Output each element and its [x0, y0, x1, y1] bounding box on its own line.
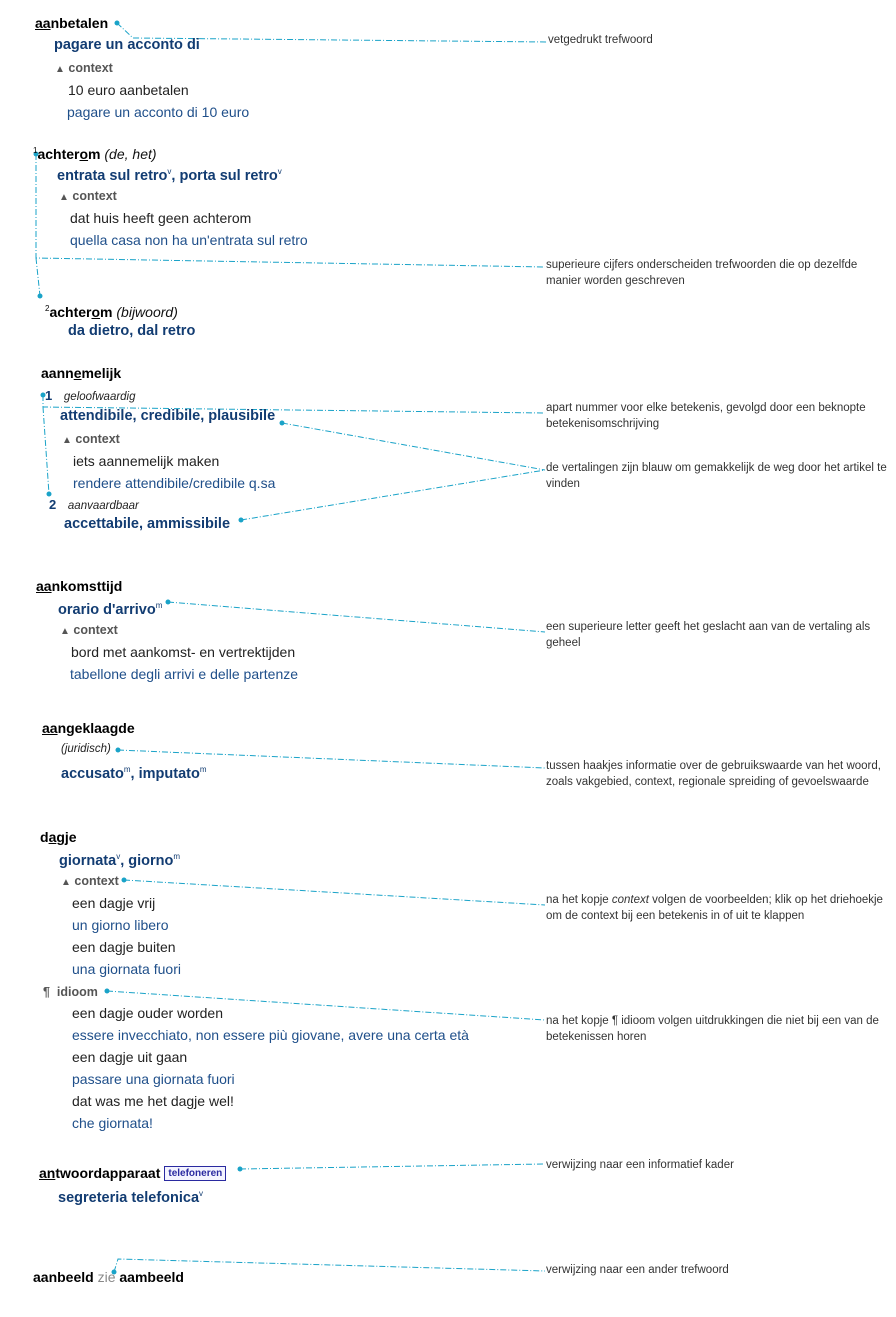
example-translation: tabellone degli arrivi e delle partenze [70, 666, 299, 682]
note-context: na het kopje context volgen de voorbeelden; klik op het driehoekje om de context bij een betekenis in of uit te klappen [546, 894, 883, 922]
note-sense-number: apart nummer voor elke betekenis, gevolgd door een beknopte betekenisomschrijving [546, 402, 866, 430]
translation-sense-2: accettabile, ammissibile [64, 516, 231, 532]
headword-aankomsttijd: aankomsttijd [36, 578, 123, 594]
triangle-up-icon[interactable]: ▲ [60, 626, 70, 637]
note-idiom: na het kopje ¶ idioom volgen uitdrukkingen die niet bij een van de betekenissen horen [546, 1015, 879, 1043]
idiom-header: ¶ idioom [43, 985, 98, 999]
example: 10 euro aanbetalen [68, 82, 189, 98]
usage-label: (juridisch) [61, 743, 111, 755]
context-toggle[interactable]: ▲ context [62, 432, 120, 446]
headword-achterom-2: $^2$achterom (bijwoord) [45, 304, 178, 320]
leader-line-translation-2 [241, 470, 545, 520]
idiom: een dagje uit gaan [72, 1049, 188, 1065]
homograph-number: 1 [33, 146, 38, 155]
note-crossref: verwijzing naar een ander trefwoord [546, 1264, 729, 1276]
idiom-translation: passare una giornata fuori [72, 1071, 235, 1087]
idiom: een dagje ouder worden [72, 1005, 224, 1021]
translation-sense-1: attendibile, credibile, plausibile [60, 408, 276, 424]
context-toggle[interactable]: ▲ context [61, 874, 119, 888]
example-translation: rendere attendibile/credibile q.sa [73, 475, 276, 491]
headword-aangeklaagde: aangeklaagde [42, 720, 135, 736]
example-translation: un giorno libero [72, 917, 169, 933]
leader-line-sense-number-2 [43, 407, 49, 494]
idiom: dat was me het dagje wel! [72, 1093, 234, 1109]
context-toggle[interactable]: ▲ context [59, 189, 117, 203]
headword-aanbetalen: aanbetalen [35, 15, 109, 31]
note-info-box: verwijzing naar een informatief kader [546, 1159, 734, 1171]
translation-dagje: giornata$^v$, giorno$^m$ [59, 852, 181, 869]
translation-achterom-2: da dietro, dal retro [68, 323, 196, 339]
leader-line-translation-1 [282, 423, 545, 470]
info-box-link[interactable]: telefoneren [164, 1166, 226, 1181]
translation-aangeklaagde: accusato$^m$, imputato$^m$ [61, 765, 207, 782]
leader-line-superscript-2 [36, 258, 40, 296]
example: bord met aankomst- en vertrektijden [71, 644, 296, 660]
leader-line-badge [240, 1164, 545, 1169]
see-label: zie [97, 1269, 116, 1285]
note-usage: tussen haakjes informatie over de gebruikswaarde van het woord, zoals vakgebied, context, regionale spreiding of gevoelswaarde [546, 760, 881, 788]
headword-antwoordapparaat: antwoordapparaat telefoneren [39, 1165, 226, 1182]
example: dat huis heeft geen achterom [70, 210, 252, 226]
note-translation-color: de vertalingen zijn blauw om gemakkelijk de weg door het artikel te vinden [546, 462, 887, 490]
idiom-translation: che giornata! [72, 1115, 153, 1131]
example: een dagje vrij [72, 895, 156, 911]
sense-gloss: geloofwaardig [63, 391, 136, 403]
translation-aankomsttijd: orario d'arrivo$^m$ [58, 601, 163, 618]
context-toggle[interactable]: ▲ context [60, 623, 118, 637]
sense-2: 2 aanvaardbaar [49, 497, 139, 512]
note-gender: een superieure letter geeft het geslacht aan van de vertaling als geheel [546, 621, 871, 649]
triangle-up-icon[interactable]: ▲ [55, 64, 65, 75]
pilcrow-icon: ¶ [43, 985, 50, 999]
sense-gloss: aanvaardbaar [67, 500, 139, 512]
homograph-number: 2 [45, 304, 50, 313]
triangle-up-icon[interactable]: ▲ [62, 435, 72, 446]
part-of-speech: (de, het) [104, 146, 157, 162]
headword-aanbeeld: aanbeeld zie aambeeld [33, 1269, 184, 1285]
example-translation: quella casa non ha un'entrata sul retro [70, 232, 308, 248]
note-superscript: superieure cijfers onderscheiden trefwoorden die op dezelfde manier worden geschreven [546, 259, 858, 287]
triangle-up-icon[interactable]: ▲ [59, 192, 69, 203]
sense-1: 1 geloofwaardig [45, 388, 136, 403]
translation-aanbetalen: pagare un acconto di [54, 37, 200, 53]
note-headword: vetgedrukt trefwoord [548, 34, 653, 46]
triangle-up-icon[interactable]: ▲ [61, 877, 71, 888]
leader-line-gender [168, 602, 545, 632]
headword-dagje: dagje [40, 829, 77, 845]
idiom-translation: essere invecchiato, non essere più giovane, avere una certa età [72, 1027, 469, 1043]
context-toggle[interactable]: ▲ context [55, 61, 113, 75]
example: iets aannemelijk maken [73, 453, 220, 469]
example-translation: una giornata fuori [72, 961, 181, 977]
part-of-speech: (bijwoord) [116, 304, 178, 320]
crossref-link[interactable]: aambeeld [119, 1269, 184, 1285]
headword-achterom-1: $^1$achterom (de, het) [33, 146, 157, 162]
example: een dagje buiten [72, 939, 176, 955]
example-translation: pagare un acconto di 10 euro [67, 104, 250, 120]
translation-achterom-1: entrata sul retro$^v$, porta sul retro$^v$ [57, 167, 282, 184]
leader-line-context [124, 880, 545, 905]
translation-antwoordapparaat: segreteria telefonica$^v$ [58, 1189, 204, 1206]
headword-aannemelijk: aannemelijk [41, 365, 122, 381]
